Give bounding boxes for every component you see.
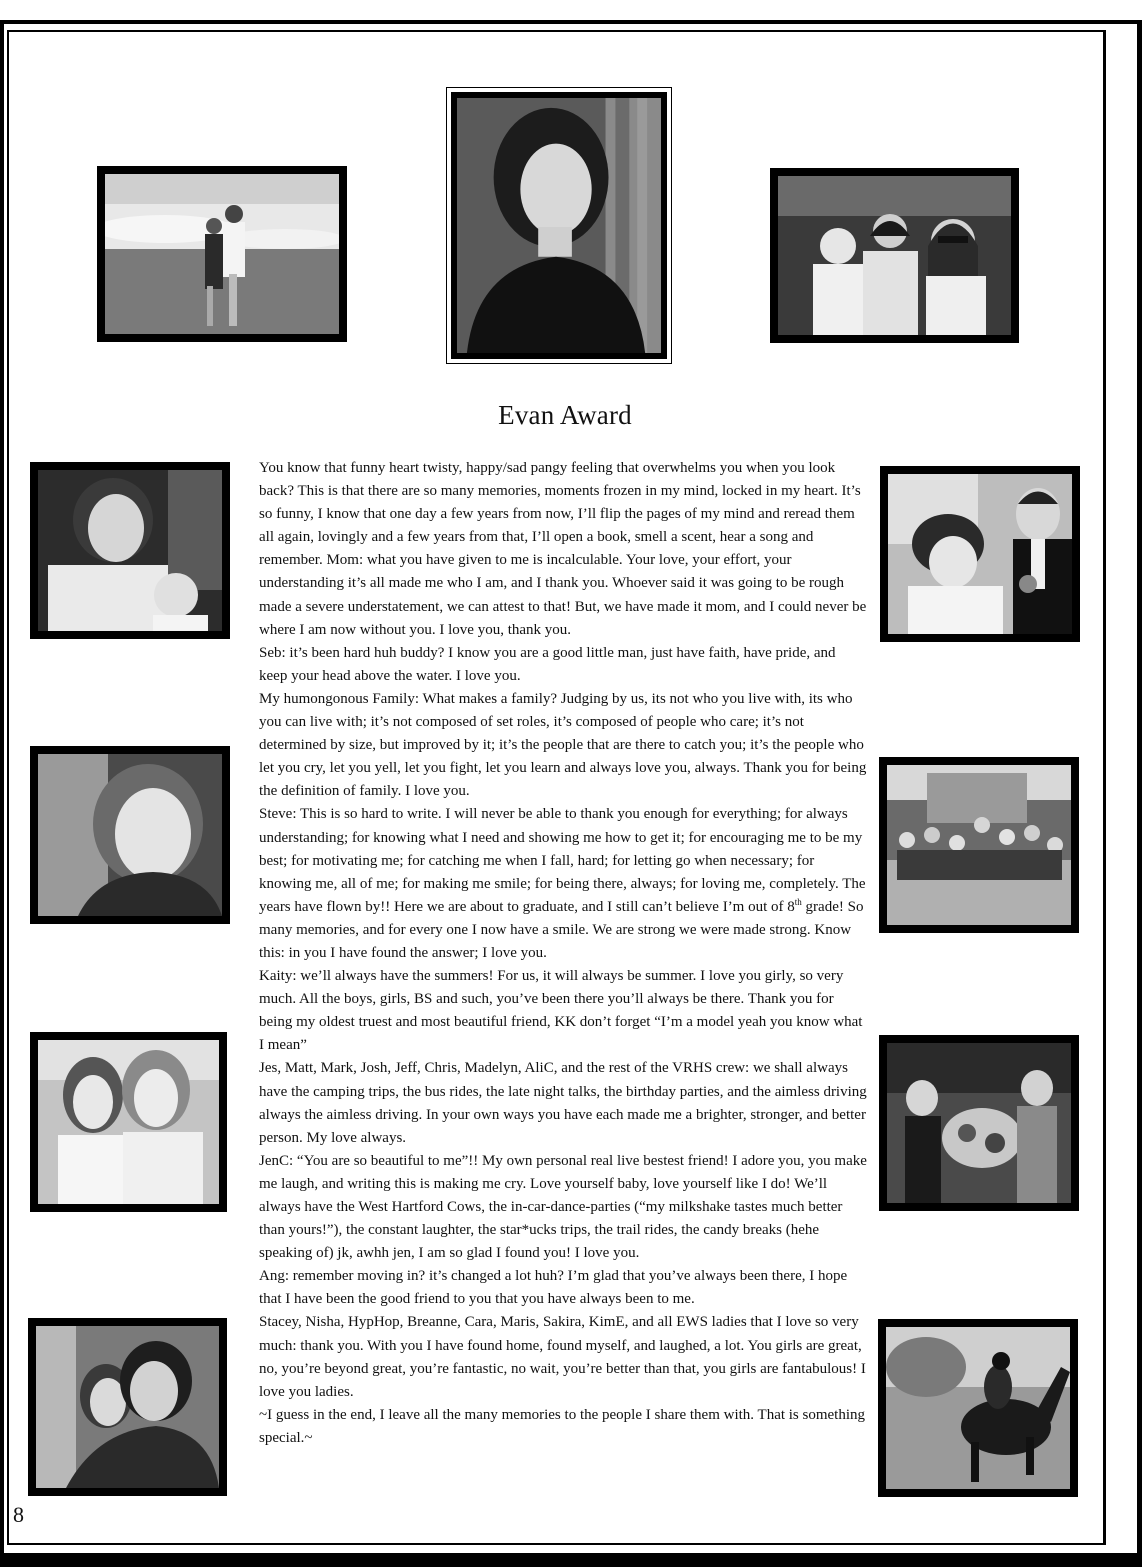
paragraph-intro-mom: You know that funny heart twisty, happy/sad pangy feeling that overwhelms you when you look back? This is that there are so many memories, moments frozen in my mind, locked in my heart. It’s so funny, I know that one day a few years from now, I’ll flip the pages of my mind and reread them all again, lovingly and a few years from that, I’ll open a book, smell a scent, hear a song and remember. Mom: what you have given to me is incalculable. Your love, your effort, your understanding it’s all made me who I am, and I thank you. Whoever said it was going to be rough made a severe understatement, we can attest to that! But, we have made it mom, and I could never be where I am now without you. I love you, thank you. (259, 460, 867, 638)
paragraph-kaity: Kaity: we’ll always have the summers! For us, it will always be summer. I love you girly, so very much. All the boys, girls, BS and such, you’ve been there you’ll always be there. Thank you for being my oldest truest and most beautiful friend, KK don’t forget “I’m a model yeah you know what I mean” (259, 968, 863, 1054)
paragraph-seb: Seb: it’s been hard huh buddy? I know you are a good little man, just have faith, have pride, and keep your head above the water. I love you. (259, 644, 836, 684)
photo-mother-and-baby (30, 462, 230, 639)
paragraph-steve (259, 803, 867, 965)
photo-horse-jump (878, 1319, 1078, 1497)
photo-portrait-senior (446, 87, 672, 364)
page-number: 8 (13, 1502, 24, 1527)
photo-friend-closeup (30, 746, 230, 924)
paragraph-jenc: JenC: “You are so beautiful to me”!! My own personal real live bestest friend! I adore you, you make me laugh, and writing this is making me cry. Love yourself baby, love yourself like I do! We’ll always have the West Hartford Cows, the in-car-dance-parties (“my milkshake tastes much better than yours!”), the constant laughter, the star*ucks trips, the trail rides, the candy breaks (hehe speaking of) jk, awhh jen, I am so glad I found you! I love you. (259, 1152, 867, 1262)
page-border-bottom-band (0, 1553, 1142, 1567)
page-border-right-strip (1104, 30, 1132, 1545)
page-title: Evan Award (498, 400, 632, 430)
photo-beach-couple (97, 166, 347, 342)
photo-prom-corsage (880, 466, 1080, 642)
photo-family-with-baby (770, 168, 1019, 343)
ordinal-suffix: th (794, 896, 802, 907)
paragraph-steve-part-1: Steve: This is so hard to write. I will never be able to thank you enough for everything; for always understanding; for knowing what I need and showing me how to get it; for encouraging me to be my best; for motivating me; for catching me when I fall, hard; for letting go when necessary; for knowing me, all of me; for making me smile; for being there, always; for loving me, completely. The years have flown by!! Here we are about to graduate, and I still can’t believe I’m out of 8 (259, 806, 866, 915)
evan-award-letter (259, 457, 867, 1450)
photo-cow-statue (879, 1035, 1079, 1211)
photo-group-couch (879, 757, 1079, 933)
photo-two-friends (30, 1032, 227, 1212)
photo-friends-hug (28, 1318, 227, 1496)
paragraph-vrhs-crew: Jes, Matt, Mark, Josh, Jeff, Chris, Madelyn, AliC, and the rest of the VRHS crew: we shall always have the camping trips, the bus rides, the late night talks, the birthday parties, and the aimless driving always the aimless driving. In your own ways you have each made me a brighter, stronger, and better person. My love always. (259, 1060, 867, 1146)
paragraph-family: My humongonous Family: What makes a family? Judging by us, its not who you live with, its who you can live with; it’s not composed of set roles, it’s composed of people who care; it’s not determined by size, but improved by it; it’s the people that are there to catch you; it’s the people who let you cry, let you yell, let you fight, let you learn and always love you, always. Thank you for being the definition of family. I love you. (259, 690, 867, 800)
paragraph-steve-part-2: grade! So many memories, and for every one I now have a smile. We are strong we were made strong. Know this: in you I have found the answer; I love you. (259, 898, 864, 961)
paragraph-ang: Ang: remember moving in? it’s changed a lot huh? I’m glad that you’ve always been there, I hope that I have been the good friend to you that you have always been to me. (259, 1268, 848, 1308)
paragraph-closing: ~I guess in the end, I leave all the many memories to the people I share them with. That is something special.~ (259, 1406, 866, 1446)
paragraph-ews-ladies: Stacey, Nisha, HypHop, Breanne, Cara, Maris, Sakira, KimE, and all EWS ladies that I love so very much: thank you. With you I have found home, found myself, and laughed, a lot. You girls are great, no, you’re beyond great, you’re fantastic, no wait, you’re better than that, you girls are fantabulous! I love you ladies. (259, 1314, 866, 1400)
